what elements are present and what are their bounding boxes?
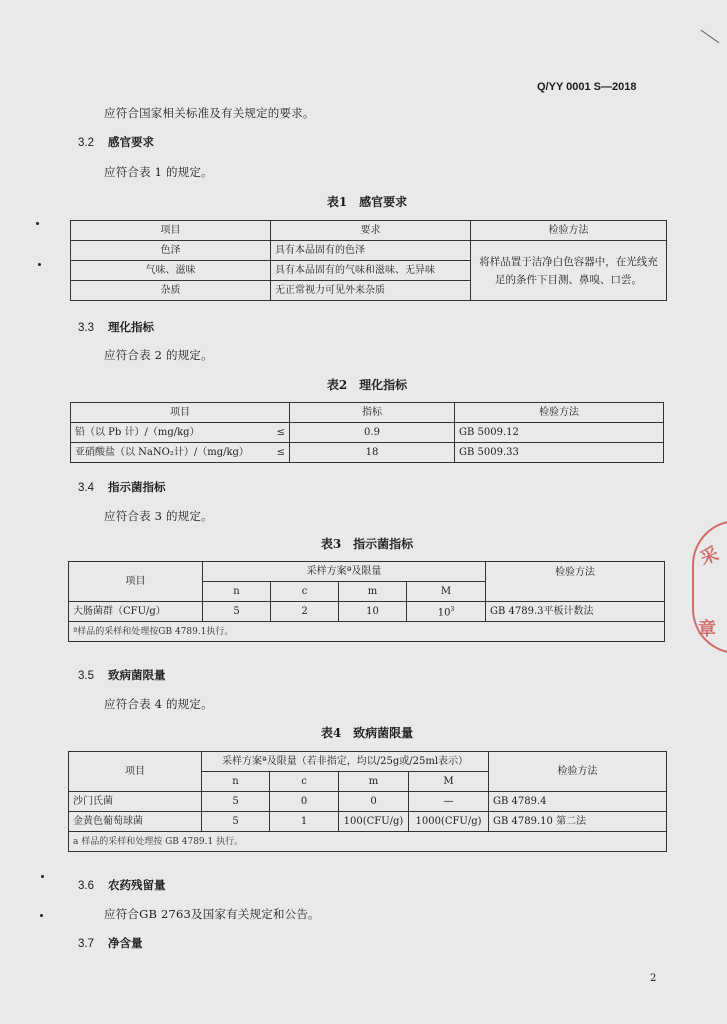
table-row <box>71 443 664 463</box>
header-cell: 采样方案ª及限量（若非指定，均以/25g或/25ml表示） <box>202 752 489 772</box>
table-1-sensory <box>70 220 667 301</box>
header-cell: 项目 <box>69 562 203 602</box>
subheader-cell: M <box>407 582 486 602</box>
item-cell: 亚硝酸盐（以 NaNO₂计）/（mg/kg） <box>71 443 262 463</box>
section-3-3-heading <box>78 319 154 335</box>
requirement-cell: 具有本品固有的气味和滋味、无异味 <box>271 261 471 281</box>
table-note-row <box>69 832 667 852</box>
section-3-7-heading <box>78 935 143 951</box>
section-title: 指示菌指标 <box>108 480 166 494</box>
section-title: 感官要求 <box>108 135 154 149</box>
section-number: 3.7 <box>78 938 94 950</box>
header-cell: 检验方法 <box>471 221 667 241</box>
method-cell: GB 5009.33 <box>455 443 664 463</box>
subheader-cell: m <box>339 772 409 792</box>
subheader-cell: n <box>202 772 270 792</box>
section-title: 致病菌限量 <box>108 668 166 682</box>
table-4-pathogens <box>68 751 667 852</box>
table-header-row <box>69 562 665 582</box>
section-3-3-body: 应符合表 2 的规定。 <box>104 348 213 362</box>
method-cell: 将样品置于洁净白色容器中，在光线充足的条件下目测、鼻嗅、口尝。 <box>471 241 667 301</box>
m-cell: 10 <box>339 602 407 622</box>
n-cell: 5 <box>203 602 271 622</box>
c-cell: 2 <box>271 602 339 622</box>
table-row <box>69 602 665 622</box>
header-cell: 采样方案ª及限量 <box>203 562 486 582</box>
operator-cell: ≤ <box>262 423 290 443</box>
scan-dot <box>40 914 43 917</box>
M-value: 10 <box>437 607 451 619</box>
section-3-5-heading <box>78 667 166 683</box>
table-row <box>69 812 667 832</box>
section-3-6-body: 应符合GB 2763及国家有关规定和公告。 <box>104 907 320 921</box>
n-cell: 5 <box>202 792 270 812</box>
section-number: 3.6 <box>78 880 94 892</box>
method-cell: GB 5009.12 <box>455 423 664 443</box>
method-cell: GB 4789.10 第二法 <box>489 812 667 832</box>
scan-dot <box>41 875 44 878</box>
section-title: 农药残留量 <box>108 878 166 892</box>
requirement-cell: 具有本品固有的色泽 <box>271 241 471 261</box>
header-cell: 项目 <box>71 403 290 423</box>
page-number: 2 <box>650 973 657 984</box>
item-cell: 大肠菌群（CFU/g） <box>69 602 203 622</box>
table-header-row <box>69 752 667 772</box>
header-cell: 检验方法 <box>486 562 665 602</box>
item-cell: 金黄色葡萄球菌 <box>69 812 202 832</box>
seal-char: 采 <box>697 543 722 570</box>
subheader-cell: c <box>271 582 339 602</box>
value-cell: 18 <box>290 443 455 463</box>
section-3-6-heading <box>78 877 166 893</box>
section-3-2-body: 应符合表 1 的规定。 <box>104 165 213 179</box>
section-title: 理化指标 <box>108 320 154 334</box>
table-header-row <box>71 221 667 241</box>
section-number: 3.5 <box>78 670 94 682</box>
method-cell: GB 4789.3平板计数法 <box>486 602 665 622</box>
header-cell: 项目 <box>69 752 202 792</box>
seal-stamp <box>684 520 727 655</box>
table-1-caption: 表1 感官要求 <box>326 195 408 209</box>
table-2-caption: 表2 理化指标 <box>326 378 408 392</box>
c-cell: 1 <box>270 812 339 832</box>
header-cell: 指标 <box>290 403 455 423</box>
item-cell: 色泽 <box>71 241 271 261</box>
item-cell: 杂质 <box>71 281 271 301</box>
M-cell <box>407 602 486 622</box>
table-3-caption: 表3 指示菌指标 <box>320 537 414 551</box>
header-cell: 检验方法 <box>489 752 667 792</box>
table-3-indicator-bacteria <box>68 561 665 642</box>
subheader-cell: n <box>203 582 271 602</box>
section-3-2-heading <box>78 134 154 150</box>
table-2-physicochemical <box>70 402 664 463</box>
m-cell: 0 <box>339 792 409 812</box>
table-row <box>69 792 667 812</box>
M-cell: — <box>409 792 489 812</box>
item-cell: 沙门氏菌 <box>69 792 202 812</box>
section-number: 3.4 <box>78 482 94 494</box>
section-3-4-body: 应符合表 3 的规定。 <box>104 509 213 523</box>
M-exponent: 3 <box>450 605 455 613</box>
subheader-cell: m <box>339 582 407 602</box>
item-cell: 铅（以 Pb 计）/（mg/kg） <box>71 423 262 443</box>
header-cell: 项目 <box>71 221 271 241</box>
intro-paragraph: 应符合国家相关标准及有关规定的要求。 <box>104 106 315 120</box>
subheader-cell: c <box>270 772 339 792</box>
scan-dot <box>36 222 39 225</box>
scan-dot <box>38 263 41 266</box>
scan-mark <box>701 30 720 43</box>
header-cell: 要求 <box>271 221 471 241</box>
c-cell: 0 <box>270 792 339 812</box>
table-header-row <box>71 403 664 423</box>
table-note: a 样品的采样和处理按 GB 4789.1 执行。 <box>69 832 667 852</box>
document-code: Q/YY 0001 S—2018 <box>537 81 637 93</box>
section-3-5-body: 应符合表 4 的规定。 <box>104 697 213 711</box>
subheader-cell: M <box>409 772 489 792</box>
seal-char: 章 <box>698 619 716 640</box>
section-number: 3.3 <box>78 322 94 334</box>
table-row <box>71 423 664 443</box>
requirement-cell: 无正常视力可见外来杂质 <box>271 281 471 301</box>
method-cell: GB 4789.4 <box>489 792 667 812</box>
table-note-row <box>69 622 665 642</box>
section-title: 净含量 <box>108 936 143 950</box>
table-row <box>71 241 667 261</box>
item-cell: 气味、滋味 <box>71 261 271 281</box>
M-cell: 1000(CFU/g) <box>409 812 489 832</box>
m-cell: 100(CFU/g) <box>339 812 409 832</box>
section-3-4-heading <box>78 479 166 495</box>
table-4-caption: 表4 致病菌限量 <box>320 726 414 740</box>
section-number: 3.2 <box>78 137 94 149</box>
operator-cell: ≤ <box>262 443 290 463</box>
header-cell: 检验方法 <box>455 403 664 423</box>
n-cell: 5 <box>202 812 270 832</box>
table-note: ª样品的采样和处理按GB 4789.1执行。 <box>69 622 665 642</box>
value-cell: 0.9 <box>290 423 455 443</box>
